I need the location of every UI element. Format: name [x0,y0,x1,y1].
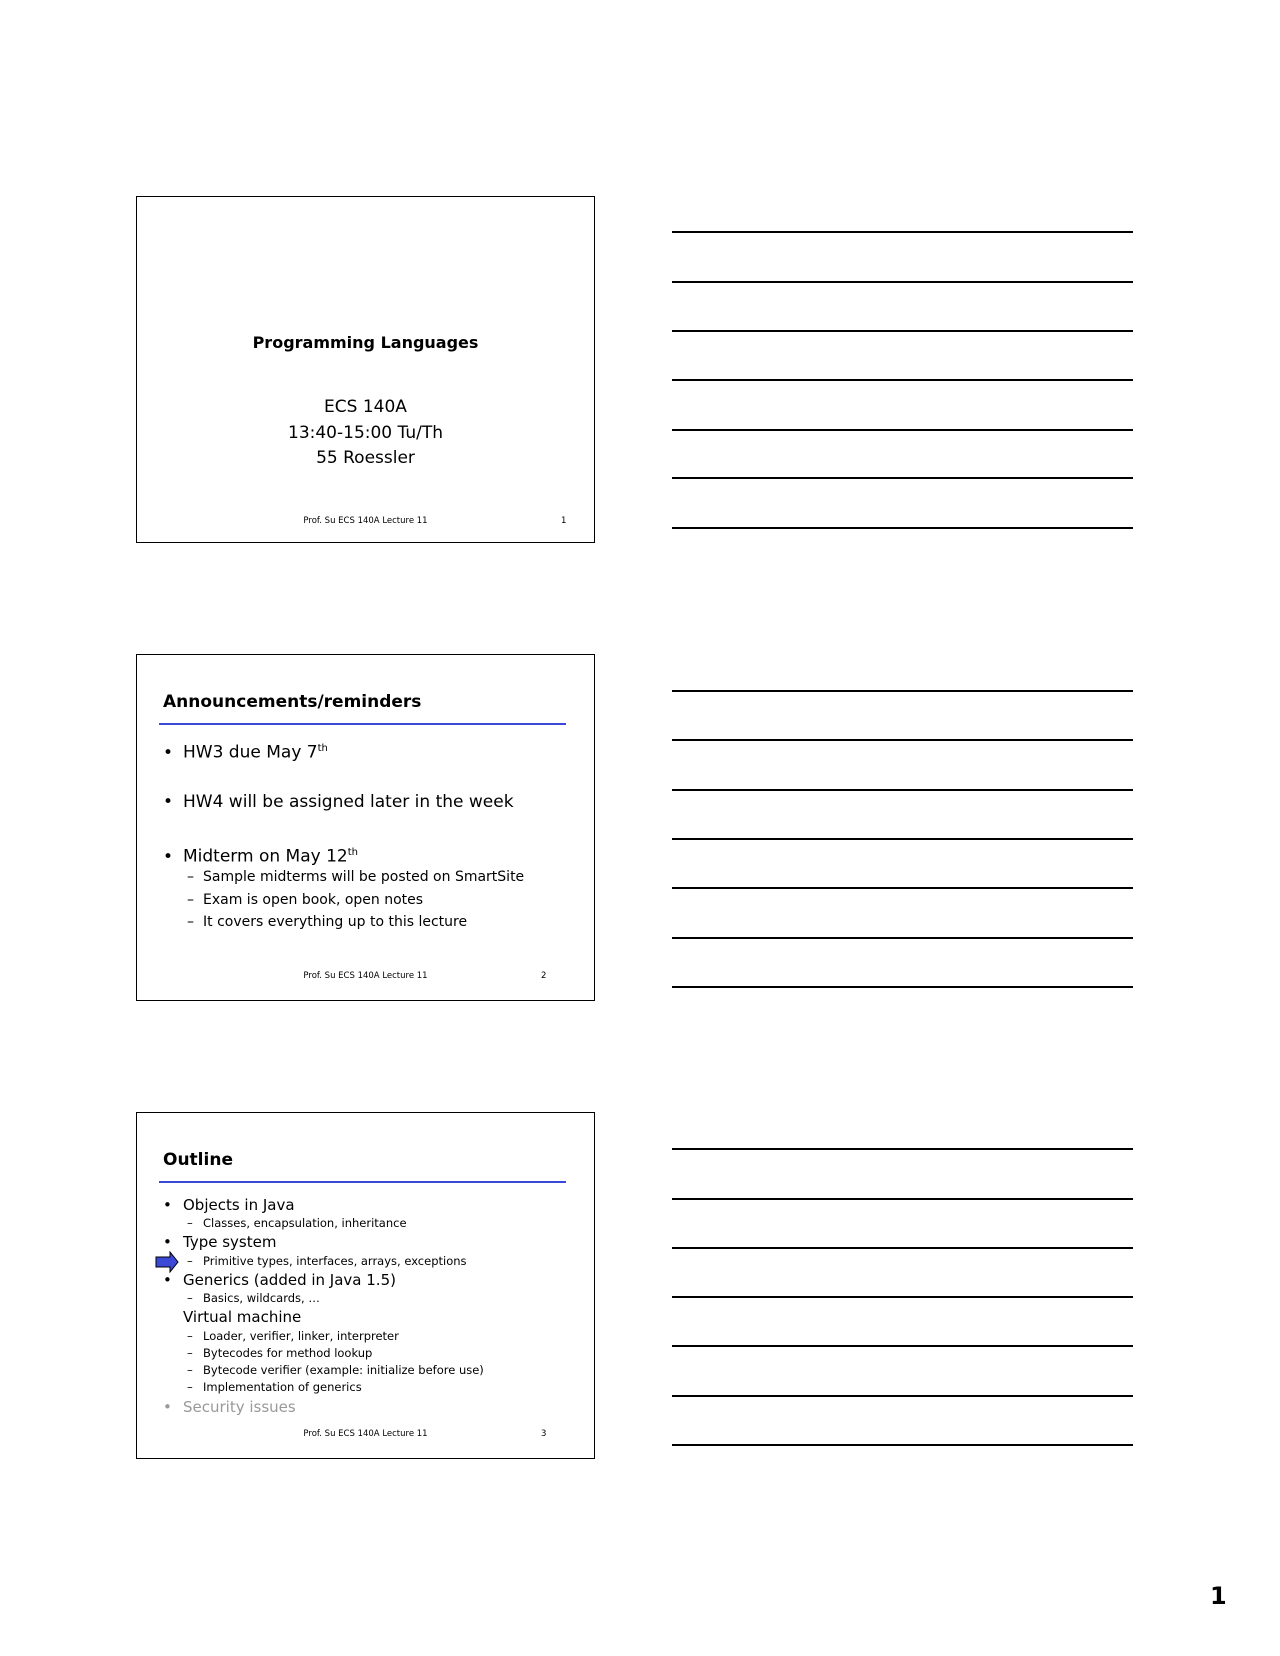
slide-1 [136,196,595,543]
note-line [672,1148,1133,1150]
bullet-item-current: Virtual machine [183,1308,302,1326]
course-location: 55 Roessler [316,448,415,468]
note-line [672,690,1133,692]
bullet-item-upcoming: • Security issues [163,1398,296,1416]
sub-bullet-item: – Basics, wildcards, … [187,1291,320,1305]
note-line [672,937,1133,939]
slide-footer: Prof. Su ECS 140A Lecture 11 [303,1429,428,1439]
course-code: ECS 140A [324,397,407,417]
sub-bullet-item: – Exam is open book, open notes [187,892,424,908]
note-line [672,986,1133,988]
note-line [672,477,1133,479]
bullet-item: • Type system [163,1233,277,1251]
sub-bullet-item: – Classes, encapsulation, inheritance [187,1216,407,1230]
slide-number: 3 [541,1429,547,1439]
slide-footer: Prof. Su ECS 140A Lecture 11 [303,516,428,526]
sub-bullet-item: – Sample midterms will be posted on SmartSite [187,869,525,885]
note-line [672,281,1133,283]
note-line [672,887,1133,889]
slide-title: Announcements/reminders [163,692,422,712]
sub-bullet-item: – Implementation of generics [187,1380,362,1394]
note-line [672,1444,1133,1446]
note-line [672,379,1133,381]
slide-title: Programming Languages [252,333,479,352]
bullet-item: • Generics (added in Java 1.5) [163,1271,396,1289]
bullet-item: • Midterm on May 12th [163,846,358,867]
sub-bullet-item: – Bytecodes for method lookup [187,1346,373,1360]
sub-bullet-item: – It covers everything up to this lecture [187,914,468,930]
note-line [672,789,1133,791]
note-line [672,330,1133,332]
note-line [672,1395,1133,1397]
sub-bullet-item: – Primitive types, interfaces, arrays, exceptions [187,1254,467,1268]
page-number: 1 [1210,1582,1227,1610]
slide-2 [136,654,595,1001]
course-time: 13:40-15:00 Tu/Th [288,423,443,443]
bullet-item: • HW3 due May 7th [163,742,328,763]
title-divider [159,723,566,725]
note-line [672,1296,1133,1298]
slide-number: 2 [541,971,547,981]
note-line [672,838,1133,840]
bullet-item: • HW4 will be assigned later in the week [163,792,514,812]
note-line [672,1345,1133,1347]
sub-bullet-item: – Bytecode verifier (example: initialize before use) [187,1363,484,1377]
bullet-item: • Objects in Java [163,1196,295,1214]
slide-footer: Prof. Su ECS 140A Lecture 11 [303,971,428,981]
note-line [672,1247,1133,1249]
note-line [672,1198,1133,1200]
note-line [672,231,1133,233]
note-line [672,527,1133,529]
sub-bullet-item: – Loader, verifier, linker, interpreter [187,1329,399,1343]
slide-number: 1 [561,516,567,526]
slide-title: Outline [163,1150,233,1170]
slide-3 [136,1112,595,1459]
note-line [672,739,1133,741]
current-topic-arrow-icon [155,1251,179,1273]
title-divider [159,1181,566,1183]
note-line [672,429,1133,431]
